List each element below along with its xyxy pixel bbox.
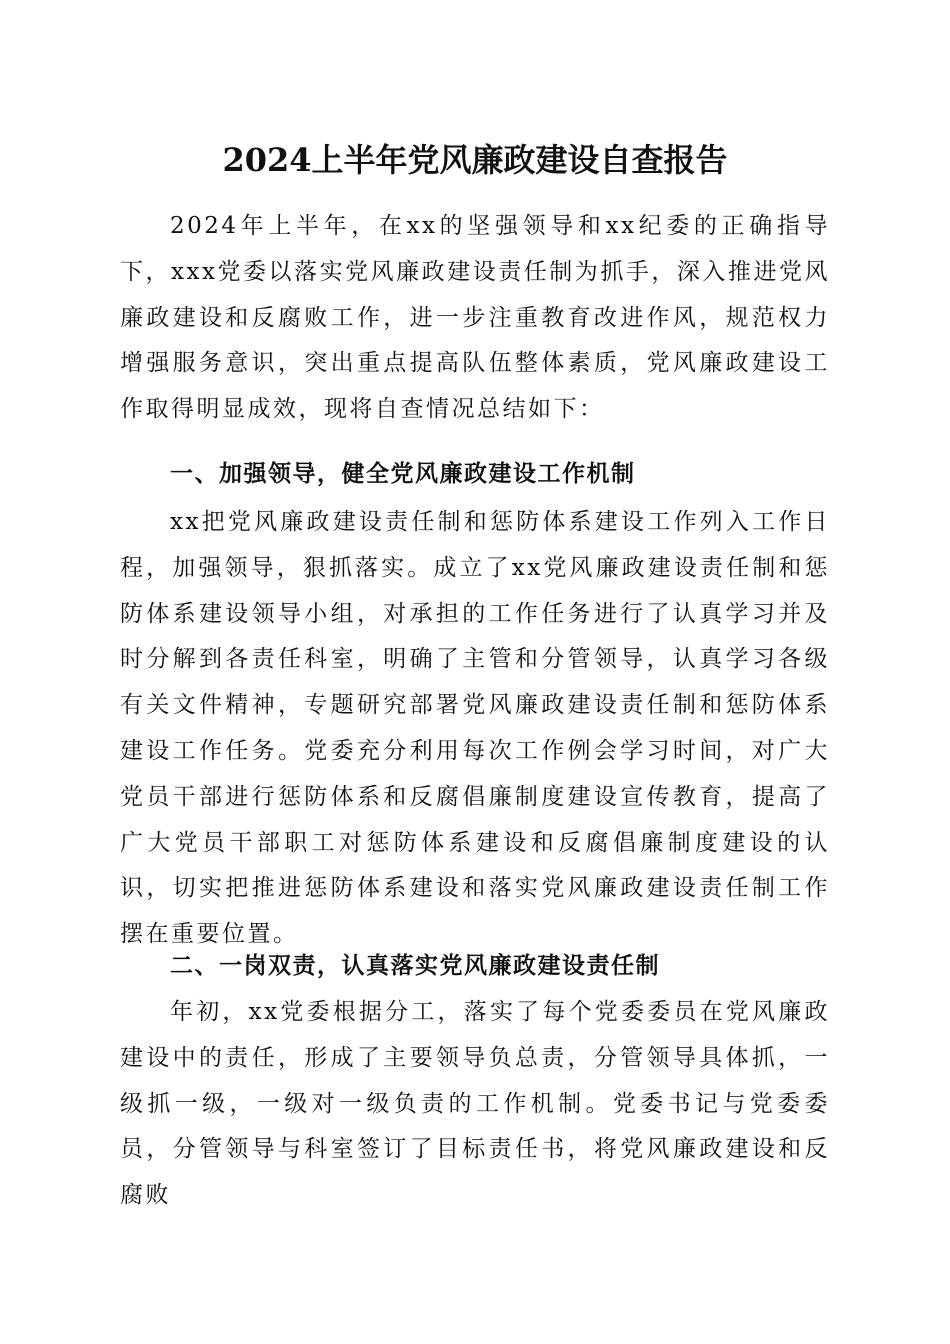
section-heading-1: 一、加强领导，健全党风廉政建设工作机制: [170, 461, 636, 487]
section-heading-2: 二、一岗双责，认真落实党风廉政建设责任制: [170, 953, 660, 979]
section-paragraph-2: 年初，xx党委根据分工，落实了每个党委委员在党风廉政建设中的责任，形成了主要领导负总责，分管领导具体抓，一级抓一级，一级对一级负责的工作机制。党委书记与党委委员，分管领导与科室签订了目标责任书，将党风廉政建设和反腐败: [120, 999, 830, 1209]
intro-paragraph: 2024年上半年，在xx的坚强领导和xx纪委的正确指导下，xxx党委以落实党风廉政建设责任制为抓手，深入推进党风廉政建设和反腐败工作，进一步注重教育改进作风，规范权力增强服务意识，突出重点提高队伍整体素质，党风廉政建设工作取得明显成效，现将自查情况总结如下：: [120, 213, 830, 423]
document-title: 2024上半年党风廉政建设自查报告: [222, 141, 728, 179]
section-paragraph-1: xx把党风廉政建设责任制和惩防体系建设工作列入工作日程，加强领导，狠抓落实。成立了xx党风廉政建设责任制和惩防体系建设领导小组，对承担的工作任务进行了认真学习并及时分解到各责任科室，明确了主管和分管领导，认真学习各级有关文件精神，专题研究部署党风廉政建设责任制和惩防体系建设工作任务。党委充分利用每次工作例会学习时间，对广大党员干部进行惩防体系和反腐倡廉制度建设宣传教育，提高了广大党员干部职工对惩防体系建设和反腐倡廉制度建设的认识，切实把推进惩防体系建设和落实党风廉政建设责任制工作摆在重要位置。: [120, 509, 830, 948]
